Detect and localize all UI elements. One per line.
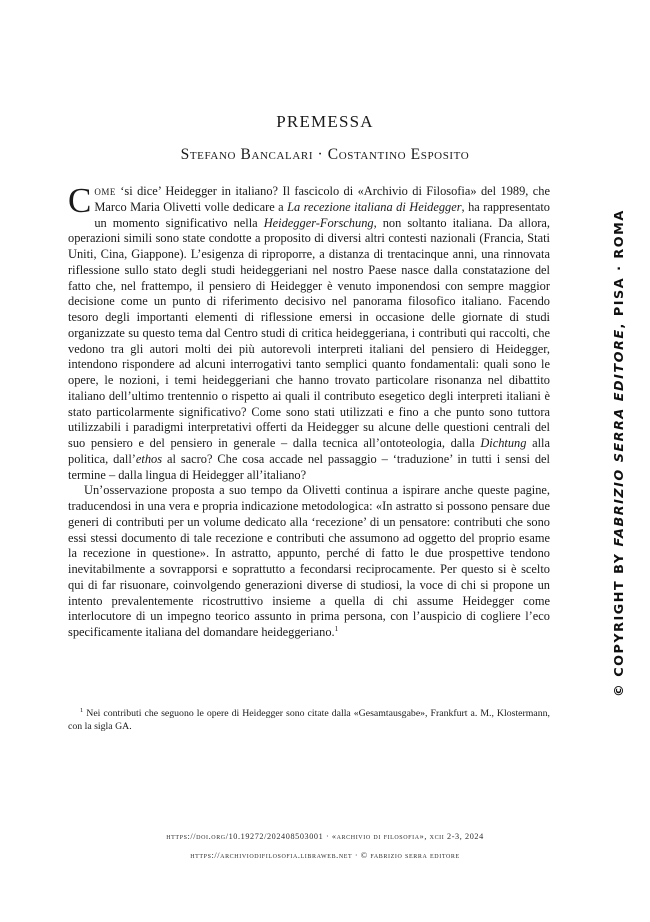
paragraph-1-text: , ha rappresentato un momento significativo nella xyxy=(94,199,550,230)
page-title: PREMESSA xyxy=(276,112,374,131)
authors-line: Stefano Bancalari · Costantino Esposito xyxy=(180,146,470,163)
term-italic: ethos xyxy=(135,451,163,466)
paragraph-2 xyxy=(68,483,550,641)
copyright-sidebar xyxy=(612,209,627,697)
main-text xyxy=(68,181,550,641)
book-title-italic: La recezione italiana di Heidegger xyxy=(287,199,462,214)
footer-doi-line: https://doi.org/10.19272/202408503001 · «archivio di filosofia», xcii 2-3, 2024 xyxy=(166,832,484,841)
paragraph-1-text: , non soltanto italiana. Da allora, operazioni simili sono state condotte a proposito di diversi altri contesti nazionali (Francia, Stati Uniti, Cina, Giappone). L’esigenza di riproporre, a distanza di trentacinque anni, una rinnovata riflessione sullo stato degli studi heideggeriani nel nostro Paese nasce dalla constatazione del fatto che, nel frattempo, il pensiero di Heidegger è venuto imponendosi con sempre maggior decisione come un punto di riferimento decisivo nel panorama filosofico italiano. Facendo tesoro degli importanti elementi di riflessione emersi in occasione delle giornate di studi organizzate su questo tema dal Centro studi di critica heideggeriana, i contributi qui raccolti, che vedono tra gli autori molti dei più autorevoli interpreti italiani del pensiero di Heidegger, intendono rispondere ad alcuni interrogativi tanto semplici quanto fondamentali: quali sono le opere, le nozioni, i temi heideggeriani che hanno trovato particolare risonanza nel dibattito italiano dell’ultimo trentennio o rispetto ai quali il contributo esegetico degli interpreti italiani è stato particolarmente significativo? Come sono stati utilizzati e fino a che punto sono tuttora utilizzabili i paradigmi interpretativi offerti da Heidegger su alcune delle questioni centrali del suo pensiero e del pensiero in generale – dalla tecnica all’ontoteologia, dalla xyxy=(68,215,550,450)
paragraph-2-text: Un’osservazione proposta a suo tempo da Olivetti continua a ispirare anche queste pagine, traducendosi in una vera e propria indicazione metodologica: «In astratto si possono pensare due generi di contributi per un volume dedicato alla ‘recezione’ di un pensatore: contributi che sono essi stessi documento di tale recezione e contributi che assumono ad oggetto del proprio esame la recezione in questione». In astratto, appunto, perché di fatto le due prospettive tendono inevitabilmente a sovrapporsi e soprattutto a fecondarsi reciprocamente. Per questo si è scelto qui di far risuonare, coinvolgendo generazioni diverse di studiosi, la voce di chi si propone un intento prevalentemente ricostruttivo insieme a quella di chi assume Heidegger come interlocutore di un impegno teorico assunto in prima persona, con l’auspicio di cogliere l’eco specificamente italiana del domandare heideggeriano. xyxy=(68,483,550,639)
paragraph-1-text: al sacro? Che cosa accade nel passaggio – ‘traduzione’ in tutti i sensi del termine – dalla lingua di Heidegger all’italiano? xyxy=(68,451,550,482)
term-italic: Dichtung xyxy=(480,436,527,450)
term-italic: Heidegger-Forschung xyxy=(263,215,374,230)
footnote xyxy=(68,707,550,733)
paragraph-1-text: alla politica, dall’ xyxy=(68,436,550,466)
footer-website-line: https://archiviodifilosofia.libraweb.net · © fabrizio serra editore xyxy=(190,851,460,860)
footnote-marker: 1 xyxy=(80,707,84,714)
paragraph-1-text: ‘si dice’ Heidegger in italiano? Il fascicolo di «Archivio di Filosofia» del 1989, che Marco Maria Olivetti volle dedicare a xyxy=(94,184,550,214)
footnote-text: Nei contributi che seguono le opere di Heidegger sono citate dalla «Gesamtausgabe», Frankfurt a. M., Klostermann, con la sigla GA. xyxy=(68,708,550,732)
copyright-prefix: © COPYRIGHT BY xyxy=(612,546,627,697)
lead-word: ome xyxy=(94,184,116,198)
footnote-reference[interactable]: 1 xyxy=(334,624,339,633)
copyright-publisher: FABRIZIO SERRA EDITORE xyxy=(612,328,627,547)
drop-cap: C xyxy=(68,181,92,220)
paragraph-1 xyxy=(68,181,550,483)
copyright-suffix: , PISA · ROMA xyxy=(612,209,627,329)
